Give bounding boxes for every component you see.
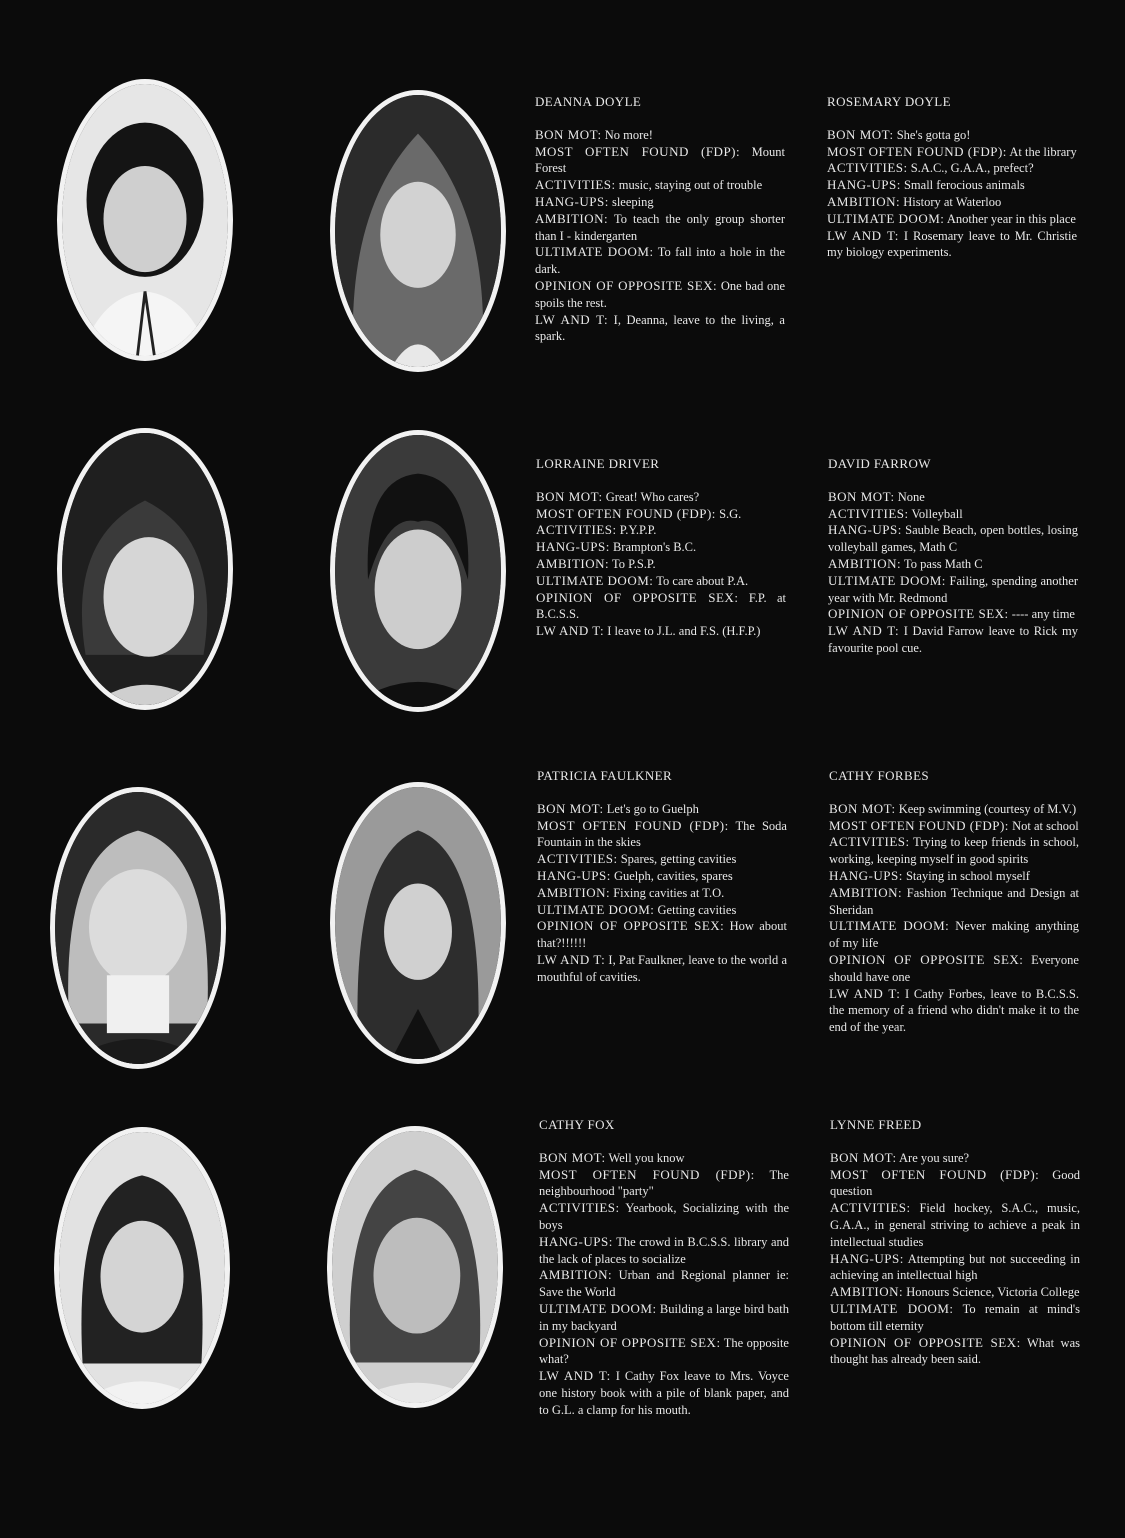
profile-line bbox=[828, 606, 1078, 623]
profile-label: OPINION OF OPPOSITE SEX: bbox=[537, 918, 725, 934]
portrait-cathy-fox bbox=[54, 1127, 230, 1409]
profile-line bbox=[537, 918, 787, 952]
profile-line bbox=[539, 1200, 789, 1234]
profile-value: Keep swimming (courtesy of M.V.) bbox=[895, 801, 1077, 816]
profile-label: OPINION OF OPPOSITE SEX: bbox=[830, 1334, 1021, 1350]
profile-label: HANG-UPS: bbox=[827, 177, 901, 193]
profile-label: ACTIVITIES: bbox=[827, 160, 908, 176]
profile-value: To care about P.A. bbox=[653, 573, 749, 588]
portrait-lorraine-driver bbox=[57, 428, 233, 710]
profile-value: Mount Forest bbox=[535, 144, 785, 176]
profile-line bbox=[535, 144, 785, 178]
profile-label: BON MOT: bbox=[535, 126, 602, 142]
profile-line bbox=[827, 228, 1077, 262]
profile-line bbox=[539, 1167, 789, 1201]
profile-line bbox=[828, 522, 1078, 556]
profile-label: ULTIMATE DOOM: bbox=[537, 901, 655, 917]
profile-value: Never making anything of my life bbox=[829, 919, 1079, 951]
profile-label: ACTIVITIES: bbox=[536, 522, 617, 538]
profile-value: I, Deanna, leave to the living, a spark. bbox=[535, 312, 785, 344]
profile-value: Field hockey, S.A.C., music, G.A.A., in general striving to achieve a peak in intellectual studies bbox=[830, 1201, 1080, 1249]
profile-label: OPINION OF OPPOSITE SEX: bbox=[828, 606, 1009, 622]
profile-line bbox=[537, 801, 787, 818]
profile-value: S.A.C., G.A.A., prefect? bbox=[907, 161, 1034, 176]
profile-line bbox=[830, 1167, 1080, 1201]
profile-label: HANG-UPS: bbox=[537, 867, 611, 883]
student-name: LORRAINE DRIVER bbox=[536, 456, 660, 471]
entry-david-farrow bbox=[828, 456, 1078, 657]
profile-value: To P.S.P. bbox=[609, 556, 656, 571]
profile-value: Sauble Beach, open bottles, losing volleyball games, Math C bbox=[828, 523, 1078, 555]
profile-line bbox=[827, 177, 1077, 194]
profile-line bbox=[537, 868, 787, 885]
profile-label: ACTIVITIES: bbox=[830, 1200, 911, 1216]
profile-label: MOST OFTEN FOUND (FDP): bbox=[830, 1166, 1040, 1182]
profile-label: ACTIVITIES: bbox=[535, 177, 616, 193]
profile-value: The neighbourhood "party" bbox=[539, 1167, 789, 1199]
profile-line bbox=[830, 1150, 1080, 1167]
profile-line bbox=[830, 1284, 1080, 1301]
profile-label: HANG-UPS: bbox=[830, 1250, 904, 1266]
profile-label: OPINION OF OPPOSITE SEX: bbox=[535, 277, 718, 293]
profile-line bbox=[536, 506, 786, 523]
profile-label: LW AND T: bbox=[829, 985, 901, 1001]
profile-value: I David Farrow leave to Rick my favourite pool cue. bbox=[828, 624, 1078, 655]
profile-value: No more! bbox=[601, 127, 653, 142]
profile-value: Not at school bbox=[1008, 818, 1079, 833]
profile-line bbox=[828, 506, 1078, 523]
profile-line bbox=[830, 1301, 1080, 1335]
profile-value: Are you sure? bbox=[896, 1150, 970, 1165]
profile-label: LW AND T: bbox=[537, 951, 606, 967]
profile-label: OPINION OF OPPOSITE SEX: bbox=[536, 589, 739, 605]
profile-value: Small ferocious animals bbox=[900, 178, 1025, 193]
profile-label: LW AND T: bbox=[828, 623, 900, 639]
profile-value: Fashion Technique and Design at Sheridan bbox=[829, 885, 1079, 917]
profile-value: The crowd in B.C.S.S. library and the lack of places to socialize bbox=[539, 1234, 789, 1266]
profile-value: I, Pat Faulkner, leave to the world a mouthful of cavities. bbox=[537, 952, 787, 984]
profile-value: Trying to keep friends in school, working, keeping myself in good spirits bbox=[829, 835, 1079, 867]
profile-value: I leave to J.L. and F.S. (H.F.P.) bbox=[604, 624, 761, 639]
profile-line bbox=[829, 918, 1079, 952]
profile-line bbox=[535, 127, 785, 144]
profile-label: OPINION OF OPPOSITE SEX: bbox=[829, 951, 1024, 967]
profile-line bbox=[830, 1335, 1080, 1369]
profile-label: AMBITION: bbox=[827, 193, 901, 209]
profile-label: LW AND T: bbox=[539, 1368, 611, 1384]
portrait-deanna-doyle bbox=[57, 79, 233, 361]
profile-line bbox=[829, 834, 1079, 868]
profile-value: The Soda Fountain in the skies bbox=[537, 818, 787, 850]
profile-label: MOST OFTEN FOUND (FDP): bbox=[536, 505, 716, 521]
portrait-rosemary-doyle bbox=[330, 90, 506, 372]
profile-line bbox=[535, 312, 785, 346]
profile-value: The opposite what? bbox=[539, 1335, 789, 1367]
student-name: CATHY FORBES bbox=[829, 768, 930, 783]
profile-label: HANG-UPS: bbox=[828, 522, 902, 538]
profile-line bbox=[537, 952, 787, 986]
profile-value: Urban and Regional planner ie: Save the World bbox=[539, 1268, 789, 1300]
profile-line bbox=[539, 1150, 789, 1167]
student-name: ROSEMARY DOYLE bbox=[827, 94, 951, 109]
profile-label: ULTIMATE DOOM: bbox=[830, 1300, 954, 1316]
profile-line bbox=[539, 1301, 789, 1335]
profile-label: AMBITION: bbox=[537, 884, 611, 900]
profile-value: F.P. at B.C.S.S. bbox=[536, 590, 786, 622]
entry-lynne-freed bbox=[830, 1117, 1080, 1368]
profile-label: ACTIVITIES: bbox=[537, 851, 618, 867]
profile-line bbox=[536, 522, 786, 539]
profile-label: HANG-UPS: bbox=[829, 867, 903, 883]
profile-label: MOST OFTEN FOUND (FDP): bbox=[829, 817, 1009, 833]
profile-line bbox=[830, 1251, 1080, 1285]
profile-label: AMBITION: bbox=[536, 555, 610, 571]
profile-value: Failing, spending another year with Mr. Redmond bbox=[828, 573, 1078, 605]
profile-label: AMBITION: bbox=[829, 884, 903, 900]
profile-value: Guelph, cavities, spares bbox=[610, 868, 733, 883]
profile-label: BON MOT: bbox=[536, 488, 603, 504]
profile-line bbox=[539, 1267, 789, 1301]
profile-line bbox=[829, 885, 1079, 919]
profile-value: None bbox=[894, 489, 925, 504]
portrait-lynne-freed bbox=[327, 1126, 503, 1408]
entry-deanna-doyle bbox=[535, 94, 785, 345]
entry-cathy-fox bbox=[539, 1117, 789, 1419]
profile-value: To remain at mind's bottom till eternity bbox=[830, 1301, 1080, 1333]
profile-value: Another year in this place bbox=[944, 211, 1076, 226]
profile-line bbox=[537, 902, 787, 919]
profile-label: ACTIVITIES: bbox=[829, 834, 910, 850]
profile-value: Staying in school myself bbox=[902, 868, 1030, 883]
profile-label: AMBITION: bbox=[828, 555, 902, 571]
profile-line bbox=[829, 801, 1079, 818]
profile-line bbox=[536, 573, 786, 590]
profile-value: ---- any time bbox=[1008, 607, 1075, 622]
profile-value: Brampton's B.C. bbox=[609, 540, 697, 555]
profile-value: sleeping bbox=[608, 194, 654, 209]
profile-line bbox=[828, 573, 1078, 607]
profile-label: LW AND T: bbox=[535, 311, 609, 327]
profile-label: LW AND T: bbox=[536, 623, 605, 639]
profile-value: Honours Science, Victoria College bbox=[903, 1285, 1080, 1300]
profile-value: Fixing cavities at T.O. bbox=[610, 885, 725, 900]
profile-line bbox=[535, 177, 785, 194]
profile-label: LW AND T: bbox=[827, 227, 899, 243]
profile-label: HANG-UPS: bbox=[535, 193, 609, 209]
profile-label: AMBITION: bbox=[539, 1267, 613, 1283]
portrait-david-farrow bbox=[330, 430, 506, 712]
profile-label: BON MOT: bbox=[827, 126, 894, 142]
profile-line bbox=[536, 539, 786, 556]
profile-label: ULTIMATE DOOM: bbox=[827, 210, 945, 226]
profile-line bbox=[827, 160, 1077, 177]
student-name: DEANNA DOYLE bbox=[535, 94, 642, 109]
profile-label: BON MOT: bbox=[830, 1149, 897, 1165]
profile-value: I Cathy Forbes, leave to B.C.S.S. the memory of a friend who didn't make it to the end of the year. bbox=[829, 986, 1079, 1035]
student-name: PATRICIA FAULKNER bbox=[537, 768, 673, 783]
portrait-patricia-faulkner bbox=[50, 787, 226, 1069]
profile-line bbox=[827, 127, 1077, 144]
profile-value: Great! Who cares? bbox=[602, 489, 700, 504]
profile-line bbox=[535, 278, 785, 312]
profile-line bbox=[536, 590, 786, 624]
profile-line bbox=[829, 868, 1079, 885]
student-name: LYNNE FREED bbox=[830, 1117, 922, 1132]
profile-label: BON MOT: bbox=[829, 800, 896, 816]
profile-value: I Rosemary leave to Mr. Christie my biology experiments. bbox=[827, 228, 1077, 260]
profile-line bbox=[828, 489, 1078, 506]
profile-value: Spares, getting cavities bbox=[617, 852, 737, 867]
profile-line bbox=[539, 1335, 789, 1369]
profile-line bbox=[536, 556, 786, 573]
profile-line bbox=[829, 952, 1079, 986]
profile-value: Everyone should have one bbox=[829, 952, 1079, 984]
profile-line bbox=[535, 211, 785, 245]
entry-rosemary-doyle bbox=[827, 94, 1077, 261]
profile-label: HANG-UPS: bbox=[536, 539, 610, 555]
profile-line bbox=[537, 818, 787, 852]
profile-value: Building a large bird bath in my backyard bbox=[539, 1301, 789, 1333]
portrait-cathy-forbes bbox=[330, 782, 506, 1064]
profile-value: P.Y.P.P. bbox=[616, 523, 657, 538]
profile-label: MOST OFTEN FOUND (FDP): bbox=[827, 143, 1007, 159]
profile-line bbox=[536, 623, 786, 640]
profile-value: Volleyball bbox=[908, 506, 963, 521]
profile-label: ACTIVITIES: bbox=[828, 505, 909, 521]
profile-label: MOST OFTEN FOUND (FDP): bbox=[539, 1166, 755, 1182]
profile-line bbox=[537, 851, 787, 868]
profile-line bbox=[830, 1200, 1080, 1250]
profile-line bbox=[535, 194, 785, 211]
profile-line bbox=[539, 1234, 789, 1268]
profile-line bbox=[536, 489, 786, 506]
profile-value: History at Waterloo bbox=[900, 194, 1002, 209]
profile-line bbox=[827, 211, 1077, 228]
profile-label: MOST OFTEN FOUND (FDP): bbox=[537, 817, 729, 833]
profile-line bbox=[537, 885, 787, 902]
profile-label: ULTIMATE DOOM: bbox=[828, 572, 946, 588]
profile-value: Good question bbox=[830, 1167, 1080, 1199]
profile-value: Well you know bbox=[605, 1150, 685, 1165]
profile-label: AMBITION: bbox=[830, 1284, 904, 1300]
profile-value: At the library bbox=[1006, 144, 1077, 159]
profile-line bbox=[827, 144, 1077, 161]
profile-label: ULTIMATE DOOM: bbox=[829, 918, 950, 934]
profile-label: ULTIMATE DOOM: bbox=[539, 1300, 657, 1316]
profile-label: OPINION OF OPPOSITE SEX: bbox=[539, 1334, 721, 1350]
profile-value: Yearbook, Socializing with the boys bbox=[539, 1201, 789, 1232]
profile-label: ULTIMATE DOOM: bbox=[536, 572, 654, 588]
profile-line bbox=[829, 986, 1079, 1036]
profile-label: BON MOT: bbox=[537, 800, 604, 816]
profile-value: Let's go to Guelph bbox=[603, 801, 699, 816]
profile-value: S.G. bbox=[715, 506, 742, 521]
profile-line bbox=[539, 1368, 789, 1418]
entry-lorraine-driver bbox=[536, 456, 786, 640]
profile-value: Getting cavities bbox=[654, 902, 737, 917]
profile-value: Attempting but not succeeding in achieving an intellectual high bbox=[830, 1251, 1080, 1283]
profile-value: One bad one spoils the rest. bbox=[535, 278, 785, 310]
profile-label: ULTIMATE DOOM: bbox=[535, 244, 654, 260]
profile-value: To fall into a hole in the dark. bbox=[535, 245, 785, 277]
profile-value: I Cathy Fox leave to Mrs. Voyce one history book with a pile of blank paper, and to G.L. a clamp for his mouth. bbox=[539, 1369, 789, 1417]
profile-label: BON MOT: bbox=[539, 1149, 606, 1165]
profile-line bbox=[829, 818, 1079, 835]
entry-cathy-forbes bbox=[829, 768, 1079, 1036]
profile-value: She's gotta go! bbox=[893, 127, 971, 142]
profile-line bbox=[827, 194, 1077, 211]
profile-line bbox=[535, 244, 785, 278]
student-name: CATHY FOX bbox=[539, 1117, 615, 1132]
profile-label: BON MOT: bbox=[828, 488, 895, 504]
profile-line bbox=[828, 556, 1078, 573]
student-name: DAVID FARROW bbox=[828, 456, 931, 471]
profile-value: To teach the only group shorter than I - kindergarten bbox=[535, 211, 785, 243]
profile-label: AMBITION: bbox=[535, 210, 609, 226]
profile-line bbox=[828, 623, 1078, 657]
profile-label: ACTIVITIES: bbox=[539, 1200, 620, 1216]
profile-label: MOST OFTEN FOUND (FDP): bbox=[535, 143, 741, 159]
profile-value: music, staying out of trouble bbox=[615, 178, 763, 193]
profile-value: How about that?!!!!!! bbox=[537, 919, 787, 951]
entry-patricia-faulkner bbox=[537, 768, 787, 986]
profile-value: What was thought has already been said. bbox=[830, 1335, 1080, 1367]
profile-label: HANG-UPS: bbox=[539, 1233, 613, 1249]
profile-value: To pass Math C bbox=[901, 556, 983, 571]
